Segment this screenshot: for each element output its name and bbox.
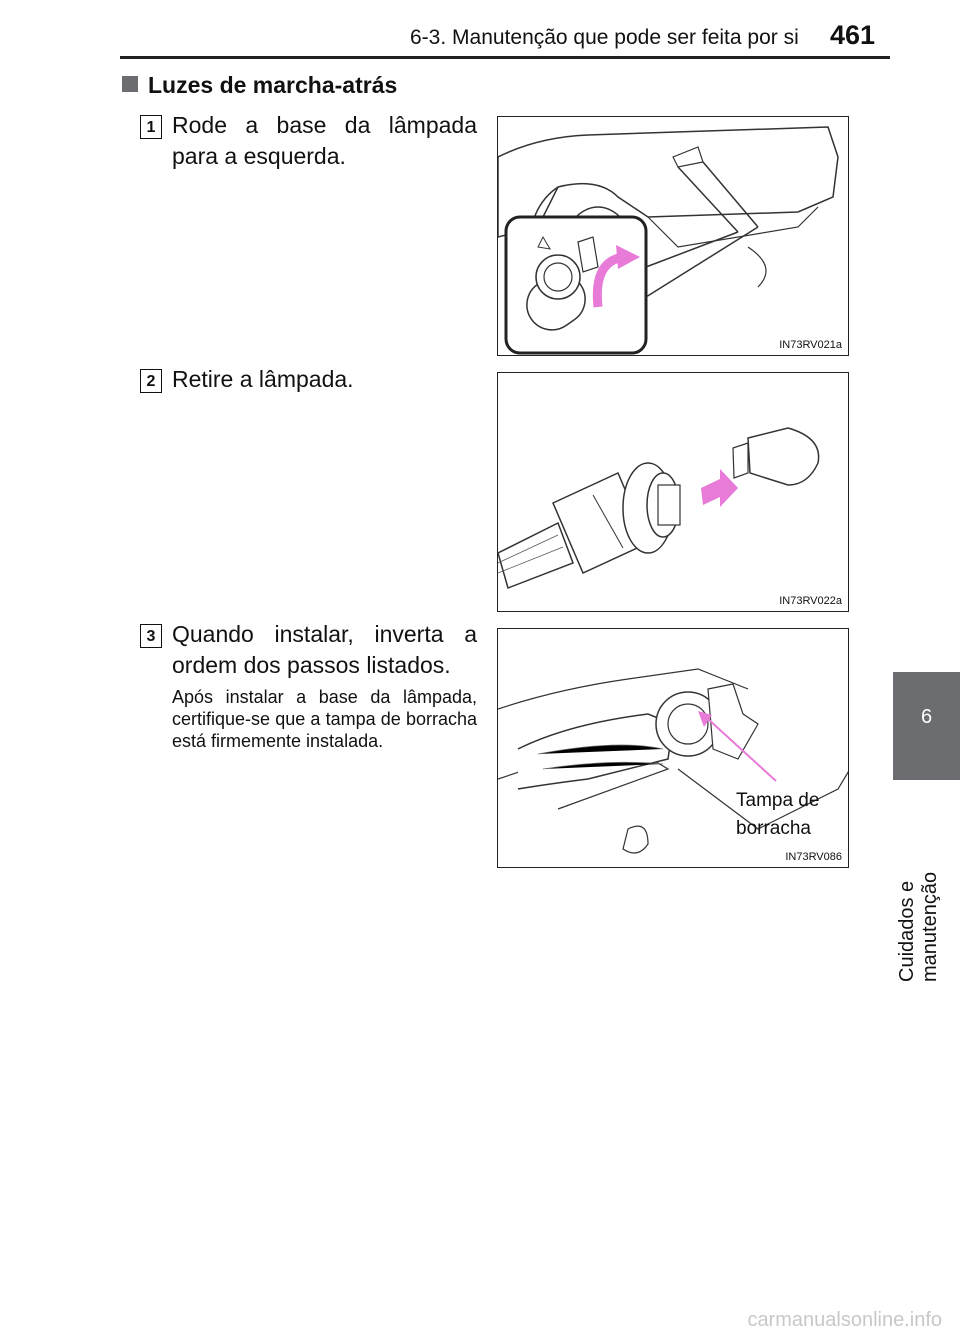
step-2-text: Retire a lâmpada. [172,366,354,392]
chapter-number: 6 [920,706,933,728]
header-rule [120,56,890,59]
section-heading-text: Luzes de marcha-atrás [148,72,398,98]
figure-step-3 [497,628,849,868]
section-heading [122,72,397,99]
bumper-lamp-illustration [498,117,849,356]
step-1-badge: 1 [140,115,162,139]
chapter-tab[interactable] [893,672,960,780]
step-3-text: Quando instalar, inverta a ordem dos passos listados. [172,621,477,678]
square-bullet-icon [122,76,138,92]
chapter-label: Cuidados e manutenção [896,871,941,982]
header-title: 6-3. Manutenção que pode ser feita por si [410,26,799,49]
callout-line-1: Tampa de [736,790,820,811]
step-3-badge: 3 [140,624,162,648]
rubber-cap-callout [736,787,819,843]
step-1-text: Rode a base da lâmpada para a esquerda. [172,112,477,169]
figure-step-2 [497,372,849,612]
step-2-badge: 2 [140,369,162,393]
figure-code: IN73RV086 [785,851,842,863]
bulb-removal-illustration [498,373,849,612]
callout-line-2: borracha [736,818,811,839]
figure-code: IN73RV022a [779,595,842,607]
step-3-note: Após instalar a base da lâmpada, certifique-se que a tampa de borracha está firmemente instalada. [172,687,477,751]
page-header [0,0,890,58]
page-number: 461 [830,20,876,50]
footer-watermark: carmanualsonline.info [747,1309,942,1331]
figure-step-1 [497,116,849,356]
figure-code: IN73RV021a [779,339,842,351]
